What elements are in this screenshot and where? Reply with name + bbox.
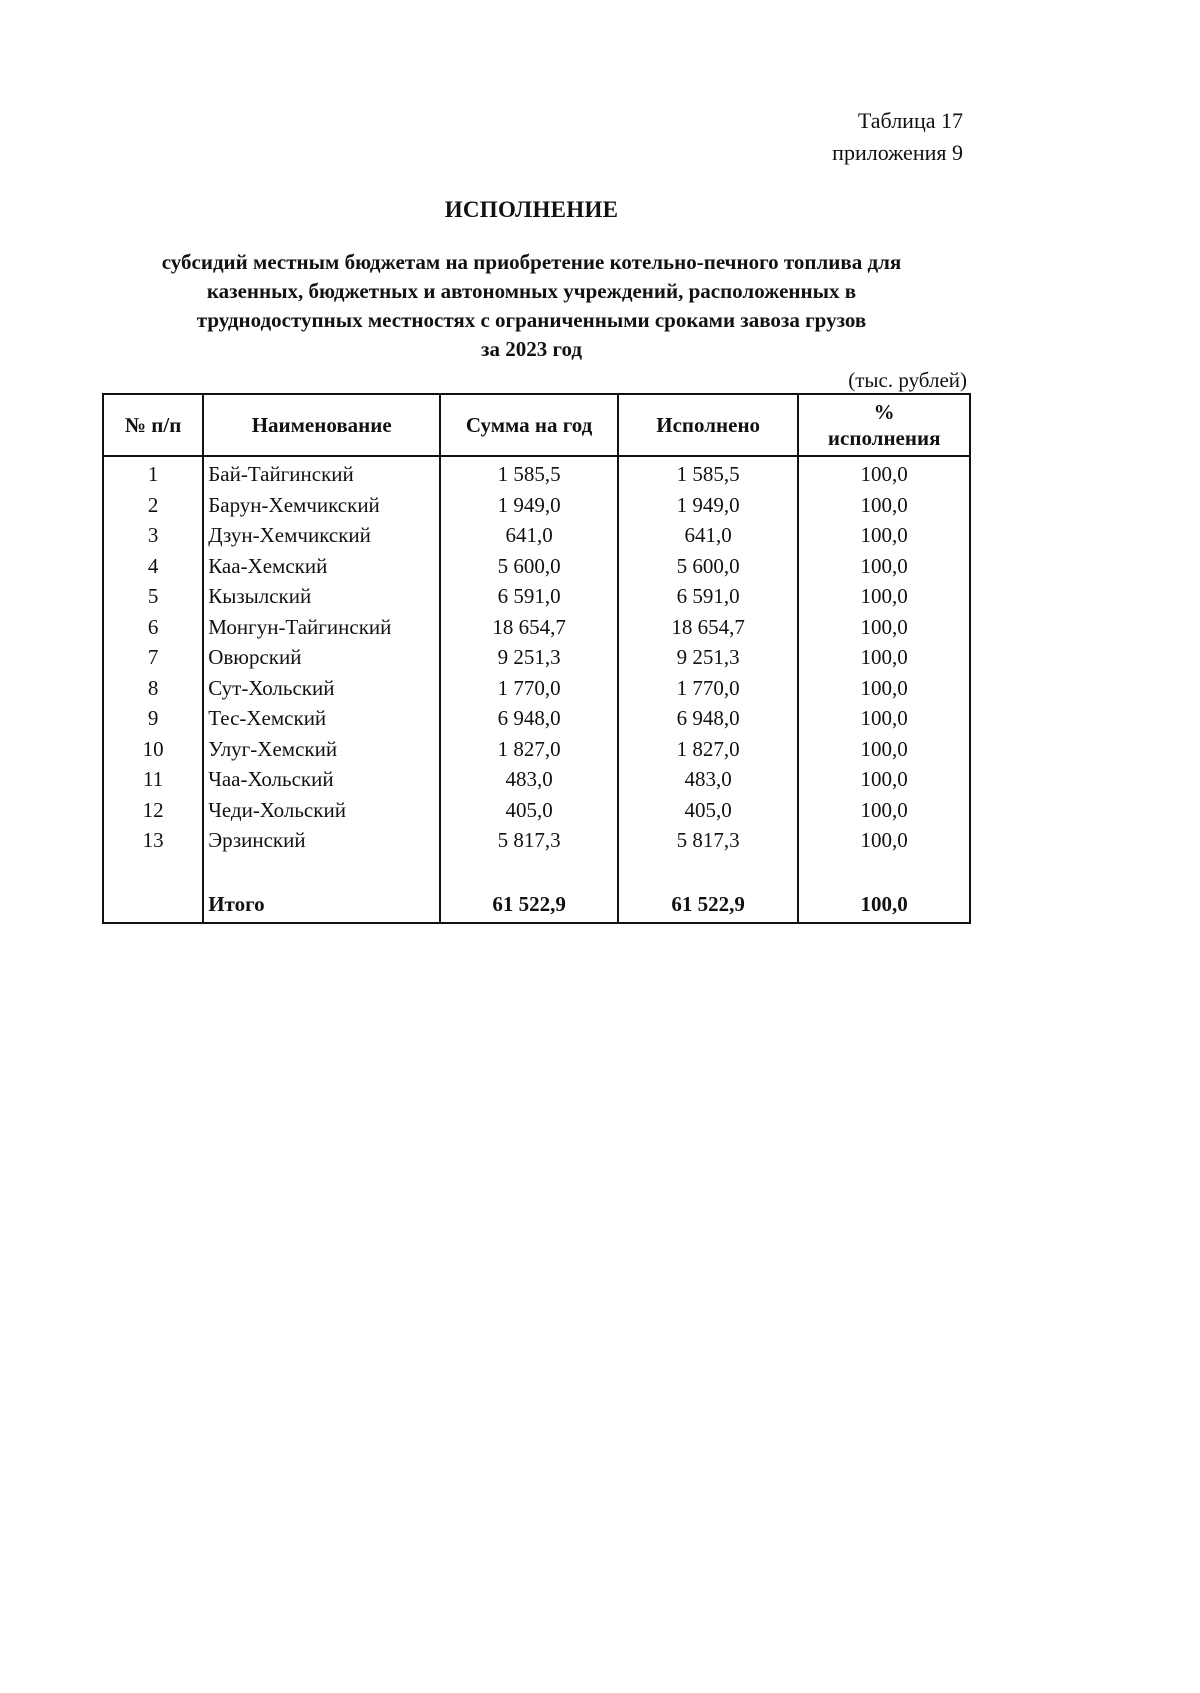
total-row xyxy=(103,886,970,923)
table-row xyxy=(103,825,970,856)
cell-pct: 100,0 xyxy=(798,734,970,765)
cell-plan: 6 591,0 xyxy=(440,581,618,612)
cell-plan: 405,0 xyxy=(440,795,618,826)
header-pct-label: исполнения xyxy=(827,426,941,450)
cell-name: Барун-Хемчикский xyxy=(203,490,440,521)
cell-num: 12 xyxy=(103,795,203,826)
table-row xyxy=(103,520,970,551)
table-row xyxy=(103,456,970,490)
header-name: Наименование xyxy=(203,394,440,456)
spacer-row xyxy=(103,856,970,886)
empty-cell xyxy=(103,856,203,886)
cell-done: 9 251,3 xyxy=(618,642,798,673)
cell-num: 7 xyxy=(103,642,203,673)
cell-pct: 100,0 xyxy=(798,551,970,582)
table-row xyxy=(103,734,970,765)
cell-pct: 100,0 xyxy=(798,703,970,734)
cell-plan: 1 585,5 xyxy=(440,456,618,490)
cell-done: 1 949,0 xyxy=(618,490,798,521)
cell-done: 5 600,0 xyxy=(618,551,798,582)
table-header-row xyxy=(103,394,970,456)
cell-num: 6 xyxy=(103,612,203,643)
cell-name: Тес-Хемский xyxy=(203,703,440,734)
cell-pct: 100,0 xyxy=(798,520,970,551)
total-pct: 100,0 xyxy=(798,886,970,923)
cell-plan: 641,0 xyxy=(440,520,618,551)
cell-name: Бай-Тайгинский xyxy=(203,456,440,490)
cell-num: 3 xyxy=(103,520,203,551)
cell-pct: 100,0 xyxy=(798,490,970,521)
empty-cell xyxy=(618,856,798,886)
cell-name: Каа-Хемский xyxy=(203,551,440,582)
subtitle-line: субсидий местным бюджетам на приобретение котельно-печного топлива для xyxy=(161,250,902,274)
cell-plan: 1 770,0 xyxy=(440,673,618,704)
cell-done: 6 591,0 xyxy=(618,581,798,612)
document-title: ИСПОЛНЕНИЕ xyxy=(444,197,619,222)
cell-name: Эрзинский xyxy=(203,825,440,856)
cell-plan: 18 654,7 xyxy=(440,612,618,643)
cell-num: 2 xyxy=(103,490,203,521)
header-plan: Сумма на год xyxy=(440,394,618,456)
cell-done: 405,0 xyxy=(618,795,798,826)
cell-name: Чаа-Хольский xyxy=(203,764,440,795)
cell-done: 641,0 xyxy=(618,520,798,551)
cell-plan: 1 827,0 xyxy=(440,734,618,765)
header-pct xyxy=(798,394,970,456)
header-done: Исполнено xyxy=(618,394,798,456)
cell-name: Сут-Хольский xyxy=(203,673,440,704)
cell-name: Чеди-Хольский xyxy=(203,795,440,826)
table-row xyxy=(103,551,970,582)
table-row xyxy=(103,642,970,673)
cell-name: Дзун-Хемчикский xyxy=(203,520,440,551)
cell-plan: 483,0 xyxy=(440,764,618,795)
table-row xyxy=(103,764,970,795)
table-row xyxy=(103,795,970,826)
cell-pct: 100,0 xyxy=(798,581,970,612)
cell-num: 1 xyxy=(103,456,203,490)
cell-num: 5 xyxy=(103,581,203,612)
cell-done: 18 654,7 xyxy=(618,612,798,643)
cell-done: 1 585,5 xyxy=(618,456,798,490)
cell-done: 1 770,0 xyxy=(618,673,798,704)
cell-pct: 100,0 xyxy=(798,456,970,490)
cell-num: 13 xyxy=(103,825,203,856)
header-num: № п/п xyxy=(103,394,203,456)
table-row xyxy=(103,673,970,704)
subtitle-line: за 2023 год xyxy=(481,337,582,361)
empty-cell xyxy=(798,856,970,886)
table-row xyxy=(103,703,970,734)
cell-num: 8 xyxy=(103,673,203,704)
cell-name: Кызылский xyxy=(203,581,440,612)
table-body xyxy=(103,456,970,923)
table-reference: Таблица 17 xyxy=(857,108,963,133)
cell-plan: 9 251,3 xyxy=(440,642,618,673)
cell-plan: 5 600,0 xyxy=(440,551,618,582)
empty-cell xyxy=(440,856,618,886)
cell-pct: 100,0 xyxy=(798,642,970,673)
cell-pct: 100,0 xyxy=(798,673,970,704)
cell-plan: 5 817,3 xyxy=(440,825,618,856)
total-done: 61 522,9 xyxy=(618,886,798,923)
cell-done: 483,0 xyxy=(618,764,798,795)
cell-plan: 1 949,0 xyxy=(440,490,618,521)
cell-pct: 100,0 xyxy=(798,764,970,795)
cell-name: Овюрский xyxy=(203,642,440,673)
cell-num: 4 xyxy=(103,551,203,582)
cell-pct: 100,0 xyxy=(798,612,970,643)
cell-name: Монгун-Тайгинский xyxy=(203,612,440,643)
total-num xyxy=(103,886,203,923)
document-subtitle xyxy=(100,248,963,364)
total-name: Итого xyxy=(203,886,440,923)
cell-pct: 100,0 xyxy=(798,795,970,826)
cell-num: 9 xyxy=(103,703,203,734)
subtitle-line: казенных, бюджетных и автономных учреждений, расположенных в xyxy=(206,279,857,303)
total-plan: 61 522,9 xyxy=(440,886,618,923)
table-row xyxy=(103,612,970,643)
table-row xyxy=(103,581,970,612)
units-label: (тыс. рублей) xyxy=(848,368,967,392)
cell-pct: 100,0 xyxy=(798,825,970,856)
header-pct-symbol: % xyxy=(873,400,895,424)
empty-cell xyxy=(203,856,440,886)
appendix-reference: приложения 9 xyxy=(832,140,963,165)
cell-num: 10 xyxy=(103,734,203,765)
cell-name: Улуг-Хемский xyxy=(203,734,440,765)
table-row xyxy=(103,490,970,521)
cell-done: 1 827,0 xyxy=(618,734,798,765)
cell-num: 11 xyxy=(103,764,203,795)
cell-done: 6 948,0 xyxy=(618,703,798,734)
execution-table xyxy=(102,393,971,924)
cell-plan: 6 948,0 xyxy=(440,703,618,734)
cell-done: 5 817,3 xyxy=(618,825,798,856)
subtitle-line: труднодоступных местностях с ограниченными сроками завоза грузов xyxy=(196,308,867,332)
